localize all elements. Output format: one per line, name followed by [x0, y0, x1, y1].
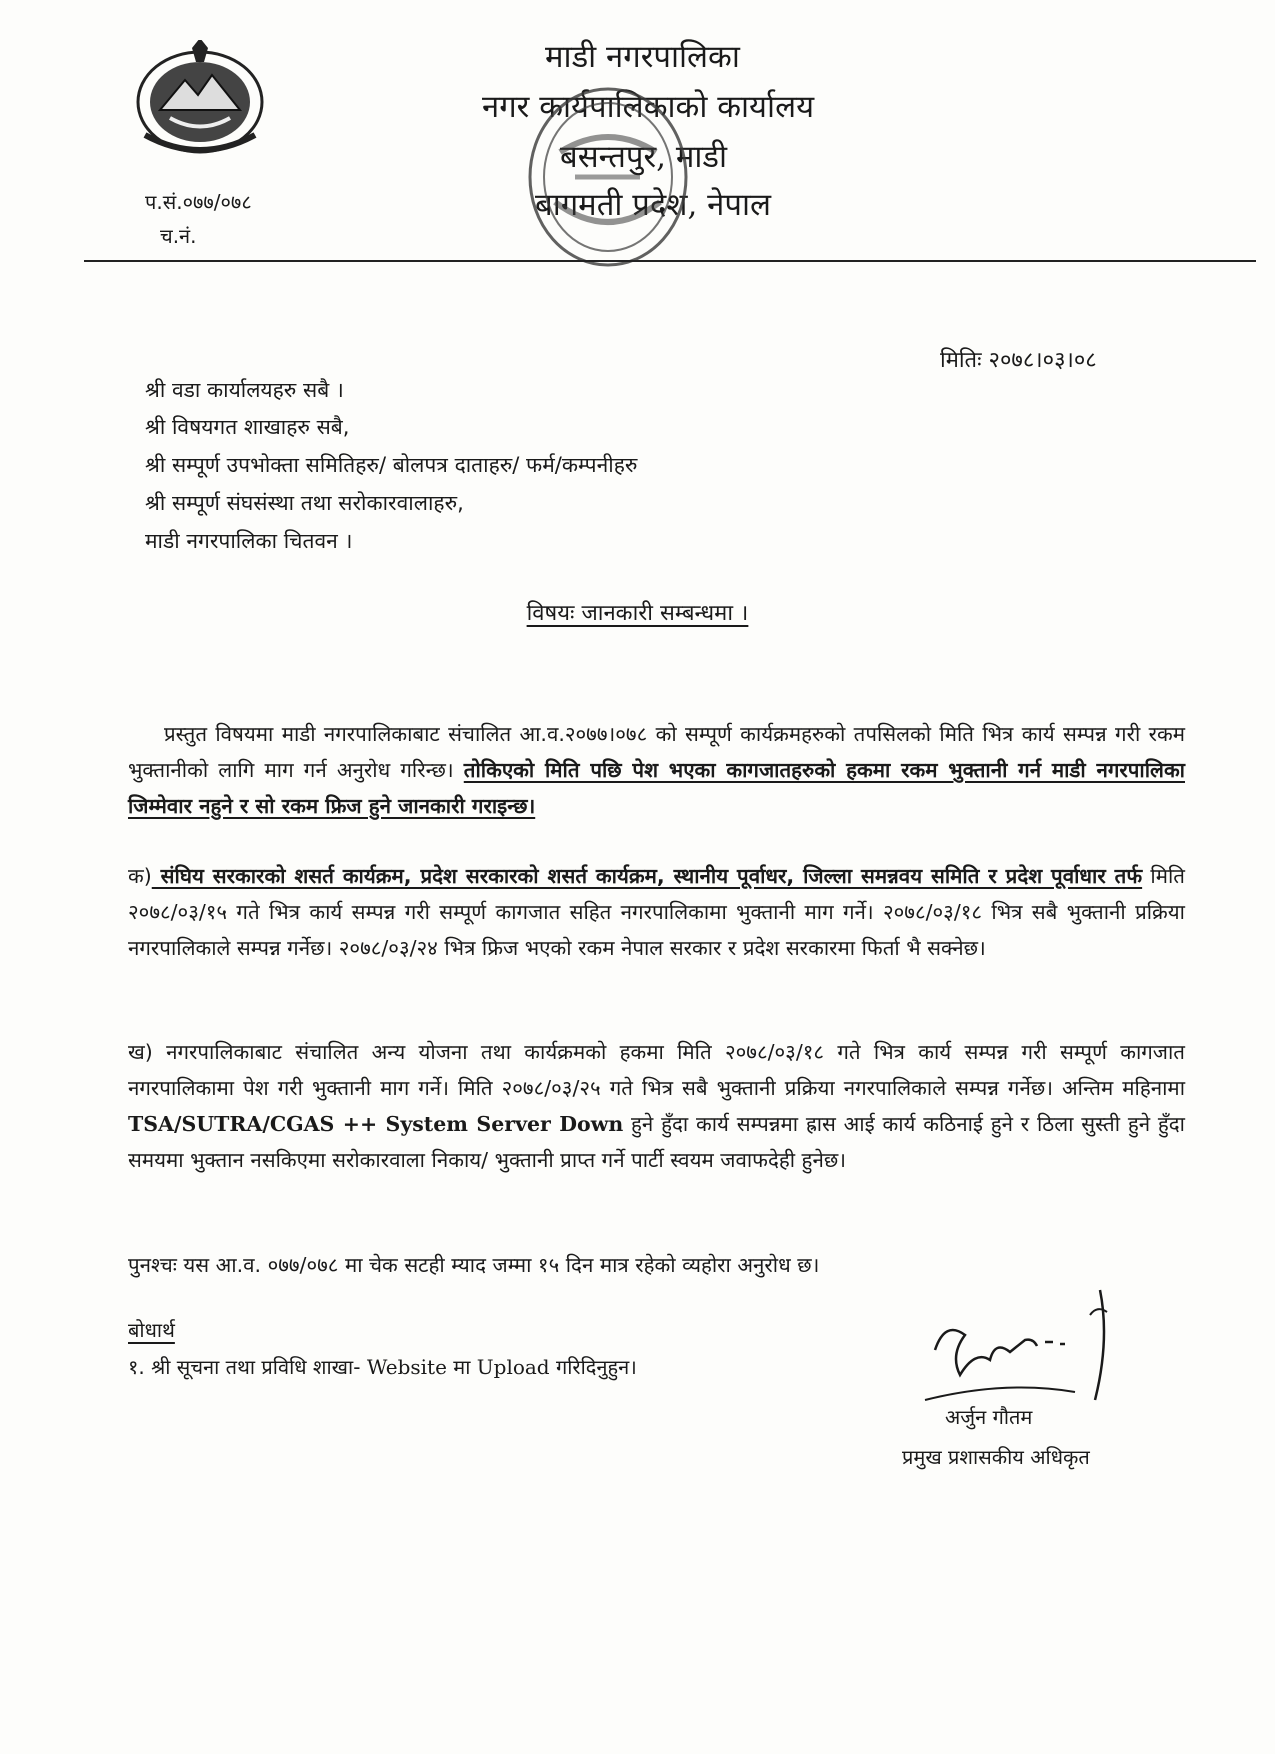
cc-item-text: १. श्री सूचना तथा प्रविधि शाखा- — [128, 1355, 367, 1379]
paragraph-text: प्रस्तुत विषयमा माडी नगरपालिकाबाट संचालित आ.व.२०७७।०७८ को सम्पूर्ण कार्यक्रमहरुको तपसिलको मिति भित्र कार्य सम्पन्न गरी रकम भुक्तानीको लागि माग गर्न अनुरोध गरिन्छ। — [128, 722, 1185, 782]
paragraph-emphasis: संघिय सरकारको शसर्त कार्यक्रम, प्रदेश सरकारको शसर्त कार्यक्रम, स्थानीय पूर्वाधर, जिल्ला समन्नवय समिति र प्रदेश पूर्वाधार तर्फ — [151, 864, 1143, 888]
paragraph-kha — [128, 1034, 1185, 1178]
cc-heading: बोधार्थ — [128, 1318, 175, 1342]
paragraph-postscript: पुनश्चः यस आ.व. ०७७/०७८ मा चेक सटही म्याद जम्मा १५ दिन मात्र रहेको व्यहोरा अनुरोध छ। — [128, 1253, 820, 1277]
paragraph-intro — [128, 716, 1185, 824]
cc-item-website: Website — [366, 1355, 447, 1379]
addressee-line: श्री वडा कार्यालयहरु सबै । — [145, 378, 344, 402]
header-divider — [84, 260, 1256, 262]
signatory-name: अर्जुन गौतम — [945, 1405, 1033, 1429]
paragraph-text: हुने हुँदा कार्य सम्पन्नमा ह्रास आई कार्य कठिनाई हुने र ठिला सुस्ती हुने हुँदा समयमा भुक्तान नसकिएमा सरोकारवाला निकाय/ भुक्तानी प्राप्त गर्ने पार्टी स्वयम जवाफदेही हुनेछ। — [128, 1112, 1185, 1172]
cc-item-text: गरिदिनुहुन। — [549, 1355, 637, 1379]
paragraph-ka — [128, 858, 1185, 966]
subject-text: विषयः जानकारी सम्बन्धमा । — [526, 601, 749, 626]
office-province: बागमती प्रदेश, नेपाल — [535, 187, 772, 223]
office-stamp — [520, 82, 695, 282]
signatory-post: प्रमुख प्रशासकीय अधिकृत — [902, 1445, 1090, 1469]
letter-date: मितिः २०७८।०३।०८ — [940, 348, 1097, 373]
cc-item-upload: Upload — [476, 1355, 550, 1379]
paragraph-text: मिति २०७८/०३/१५ गते भित्र कार्य सम्पन्न गरी सम्पूर्ण कागजात सहित नगरपालिकामा भुक्तानी माग गर्ने। २०७८/०३/१८ भित्र सबै भुक्तानी प्रक्रिया नगरपालिकाले सम्पन्न गर्नेछ। २०७८/०३/२४ भित्र फ्रिज भएको रकम नेपाल सरकार र प्रदेश सरकारमा फिर्ता भै सक्नेछ। — [128, 864, 1185, 960]
nepal-emblem-logo — [130, 40, 270, 160]
cc-item-text: मा — [446, 1355, 477, 1379]
paragraph-emphasis: तोकिएको मिति पछि पेश भएका कागजातहरुको हकमा रकम भुक्तानी गर्न माडी नगरपालिका जिम्मेवार नहुने र सो रकम फ्रिज हुने जानकारी गराइन्छ। — [128, 758, 1185, 818]
paragraph-label: क) — [128, 864, 152, 888]
addressee-line: श्री सम्पूर्ण उपभोक्ता समितिहरु/ बोलपत्र दाताहरु/ फर्म/कम्पनीहरु — [145, 453, 638, 477]
paragraph-text: ख) नगरपालिकाबाट संचालित अन्य योजना तथा कार्यक्रमको हकमा मिति २०७८/०३/१८ गते भित्र कार्य सम्पन्न गरी सम्पूर्ण कागजात नगरपालिकामा पेश गरी भुक्तानी माग गर्ने। मिति २०७८/०३/२५ गते भित्र सबै भुक्तानी प्रक्रिया नगरपालिकाले सम्पन्न गर्नेछ। अन्तिम महिनामा — [128, 1040, 1185, 1100]
reference-number: प.सं.०७७/०७८ — [145, 190, 252, 214]
org-name: माडी नगरपालिका — [545, 39, 740, 75]
cc-item — [128, 1353, 637, 1380]
system-names: TSA/SUTRA/CGAS ++ System Server Down — [128, 1112, 624, 1136]
addressee-line: श्री विषयगत शाखाहरु सबै, — [145, 415, 350, 439]
signature — [915, 1280, 1155, 1420]
subject-line — [0, 597, 1275, 627]
office-name: नगर कार्यपालिकाको कार्यालय — [482, 89, 815, 125]
dispatch-number: च.नं. — [160, 224, 197, 248]
office-location: बसन्तपुर, माडी — [560, 139, 728, 175]
addressee-line: श्री सम्पूर्ण संघसंस्था तथा सरोकारवालाहरु, — [145, 491, 464, 515]
addressee-line: माडी नगरपालिका चितवन । — [145, 529, 353, 553]
